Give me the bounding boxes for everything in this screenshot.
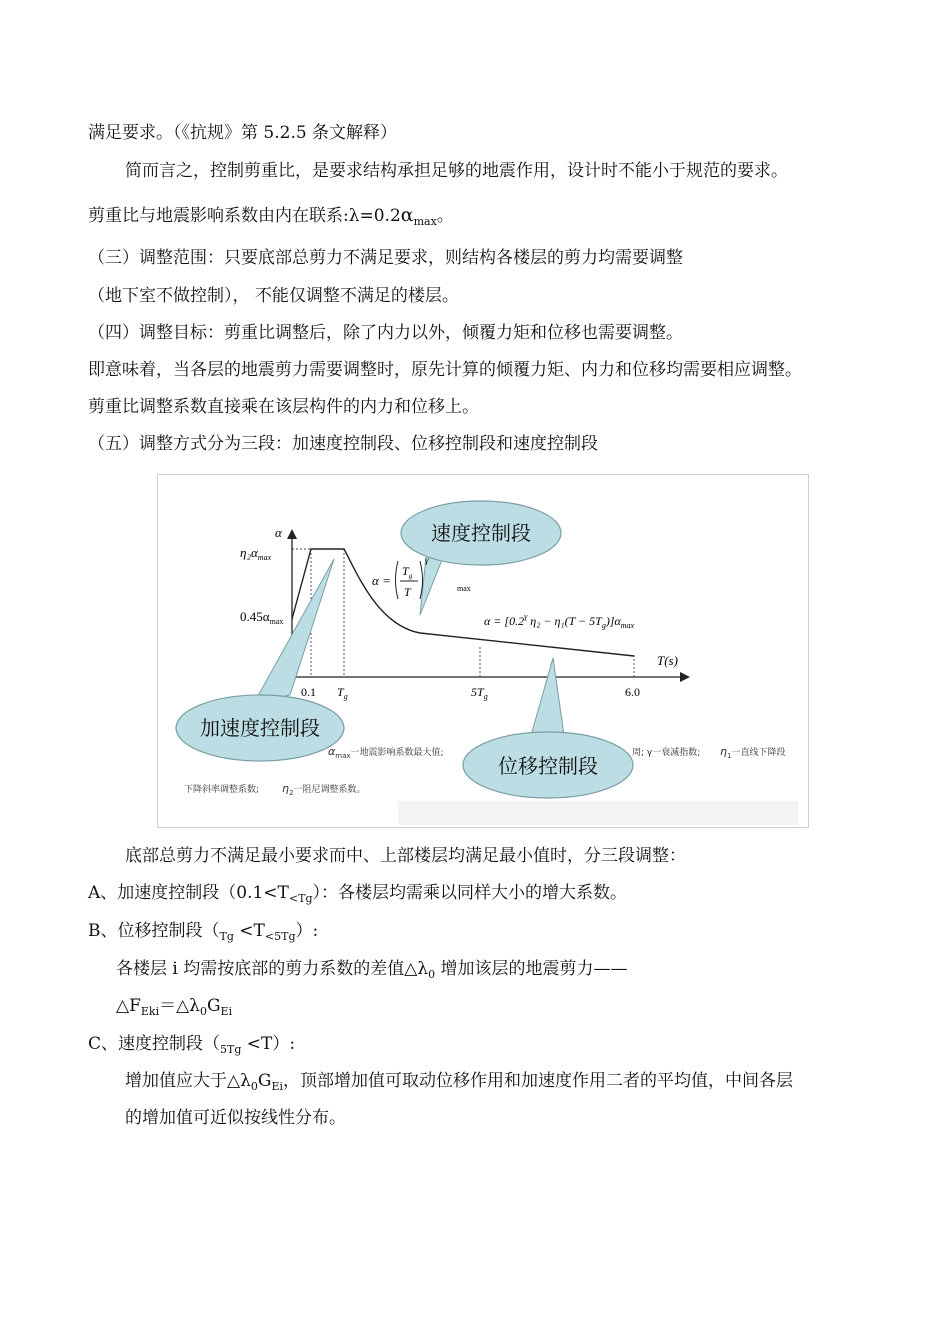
text-line-12-sub2: <5Tg (264, 930, 296, 943)
text-line-14-sub1: Eki (140, 1005, 160, 1018)
text-line-14 (116, 995, 232, 1017)
text-line-3 (88, 204, 454, 227)
text-line-14-c: G (206, 996, 221, 1016)
text-line-14-sub3: Ei (220, 1005, 233, 1018)
text-line-16-a: 增加值应大于△λ (125, 1071, 251, 1091)
text-line-13-sub: 0 (428, 968, 436, 981)
level-045-label: $0.45\alpha_{max}$ (240, 609, 284, 626)
text-line-8: 剪重比调整系数直接乘在该层构件的内力和位移上。 (88, 397, 479, 417)
tick-5tg: $5T_g$ (471, 685, 488, 701)
formula-1-exp: γ (425, 555, 429, 565)
legend-eta2: $\eta_2$一阻尼调整系数。 (282, 782, 366, 797)
text-line-15 (88, 1033, 295, 1055)
text-line-12-c: ）: (295, 921, 319, 941)
text-line-9: （五）调整方式分为三段：加速度控制段、位移控制段和速度控制段 (88, 434, 598, 454)
text-line-11-a: A、加速度控制段（0.1<T (88, 883, 289, 903)
text-line-12-a: B、位移控制段（ (88, 921, 220, 941)
text-line-11-sub: <Tg (288, 892, 313, 905)
text-line-15-sub: 5Tg (220, 1043, 242, 1056)
text-line-17: 的增加值可近似按线性分布。 (125, 1108, 346, 1128)
max-subscript: max (413, 215, 437, 228)
text-line-13-b: 增加该层的地震剪力—— (435, 959, 628, 979)
legend-eta1: $\eta_1$一直线下降段 (720, 745, 786, 760)
tick-0-1: 0.1 (301, 685, 316, 699)
eta2-label: $\eta_2\alpha_{max}$ (240, 545, 272, 562)
formula-2: $\alpha = [0.2^\gamma$ $\eta_2 - \eta_1(T - 5T_g)]\alpha_{max}$ (484, 612, 635, 630)
x-axis-arrow (680, 672, 690, 682)
text-line-13 (116, 958, 628, 980)
text-line-2: 简而言之，控制剪重比，是要求结构承担足够的地震作用，设计时不能小于规范的要求。 (125, 161, 788, 181)
text-line-1: 满足要求。（《抗规》第 5.2.5 条文解释） (88, 123, 398, 143)
alpha-symbol: α (400, 204, 414, 226)
text-line-5: （地下室不做控制）， 不能仅调整不满足的楼层。 (88, 286, 459, 306)
text-line-12-sub1: Tg (219, 930, 234, 943)
text-line-16-c: ，顶部增加值可取动位移作用和加速度作用二者的平均值，中间各层 (283, 1071, 794, 1091)
text-line-3-end: 。 (436, 206, 454, 226)
text-line-14-a: △F (116, 996, 141, 1016)
tick-tg: $T_g$ (337, 685, 348, 701)
x-axis-label: T(s) (657, 653, 678, 668)
text-line-16 (125, 1070, 793, 1092)
text-line-14-b: ＝△λ (159, 996, 200, 1016)
text-line-4: （三）调整范围：只要底部总剪力不满足要求，则结构各楼层的剪力均需要调整 (88, 248, 683, 268)
text-line-13-a: 各楼层 i 均需按底部的剪力系数的差值△λ (116, 959, 429, 979)
text-line-6: （四）调整目标：剪重比调整后，除了内力以外，倾覆力矩和位移也需要调整。 (88, 323, 683, 343)
callout-speed-label: 速度控制段 (431, 521, 531, 545)
spectrum-curve (292, 549, 634, 656)
tick-6: 6.0 (625, 685, 640, 699)
legend-gamma: 周; γ一衰减指数; (632, 748, 701, 758)
formula-1-den: T (404, 585, 411, 599)
callout-disp-label: 位移控制段 (498, 754, 598, 778)
spectrum-diagram (158, 475, 808, 827)
text-line-12 (88, 920, 318, 942)
text-line-14-sub2: 0 (199, 1005, 207, 1018)
legend-alpha-max: $\alpha_{max}$一地震影响系数最大值; (328, 745, 444, 760)
y-axis-arrow (287, 529, 297, 539)
text-line-7: 即意味着，当各层的地震剪力需要调整时，原先计算的倾覆力矩、内力和位移均需要相应调整。 (88, 360, 802, 380)
y-axis-label: α (275, 525, 282, 540)
text-line-11-b: ）：各楼层均需乘以同样大小的增大系数。 (312, 883, 628, 903)
text-line-3-main: 剪重比与地震影响系数由内在联系:λ=0.2 (88, 206, 401, 226)
text-line-16-sub1: 0 (250, 1080, 258, 1093)
callout-accel-label: 加速度控制段 (200, 716, 320, 740)
text-line-15-a: C、速度控制段（ (88, 1034, 221, 1054)
formula-1-max: max (457, 584, 471, 593)
text-line-10: 底部总剪力不满足最小要求而中、上部楼层均满足最小值时，分三段调整： (125, 846, 686, 866)
legend-slope: 下降斜率调整系数; (184, 785, 260, 795)
text-line-16-sub2: Ei (271, 1080, 284, 1093)
text-line-12-b: <T (233, 921, 265, 941)
text-line-11 (88, 882, 627, 904)
response-spectrum-figure (157, 474, 809, 828)
formula-1-lhs: α = (372, 573, 391, 588)
text-line-15-b: <T）: (241, 1034, 296, 1054)
formula-1-num: $T_g$ (402, 564, 413, 580)
text-line-16-b: G (257, 1071, 272, 1091)
